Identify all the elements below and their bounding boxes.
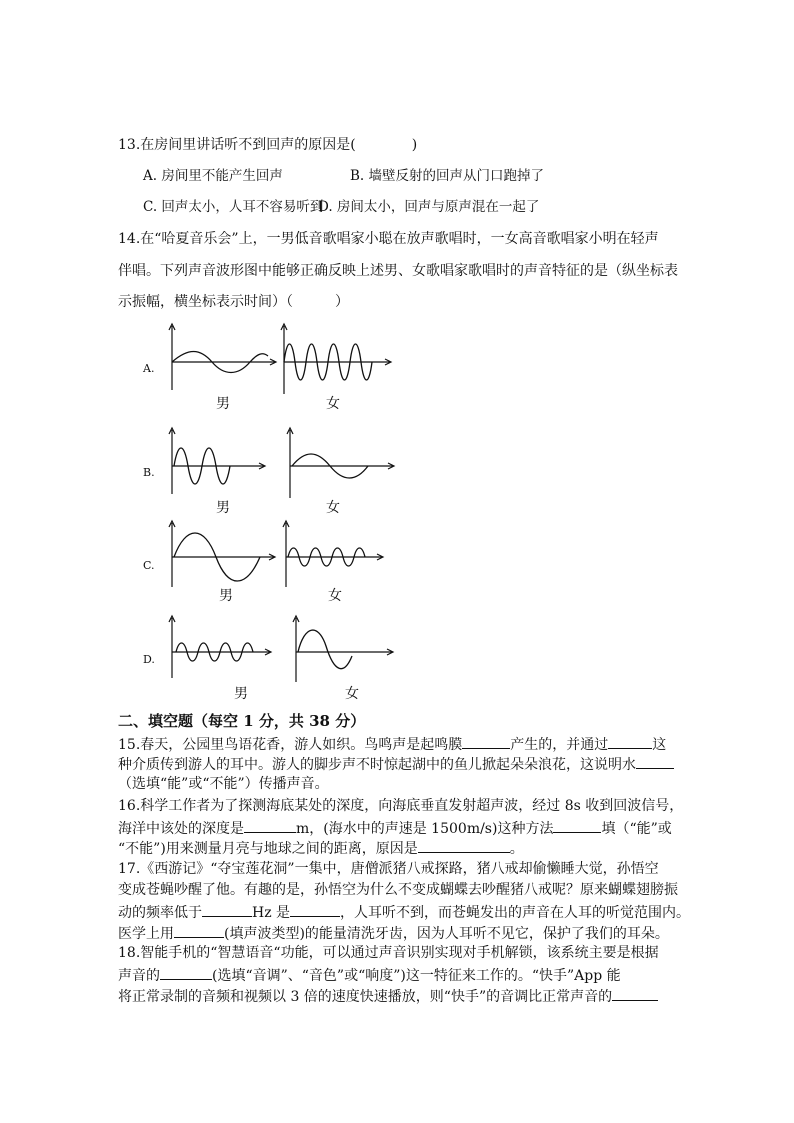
q17-line2: 变成苍蝇吵醒了他。有趣的是，孙悟空为什么不变成蝴蝶去吵醒猪八戒呢？原来蝴蝶翅膀振 (118, 882, 678, 898)
q17-line1: 17.《西游记》“夺宝莲花洞”一集中，唐僧派猪八戒探路，猪八戒却偷懒睡大觉，孙悟空 (118, 861, 659, 877)
q16-text-1: 海洋中该处的深度是 (118, 821, 244, 837)
graph-d-male-caption: 男 (234, 686, 248, 702)
q16-blank-1[interactable] (244, 818, 296, 833)
q18-line1: 18.智能手机的“智慧语音“功能，可以通过声音识别实现对手机解锁，该系统主要是根据 (118, 945, 659, 961)
graph-b-label: B. (143, 466, 155, 479)
q16-line1: 16.科学工作者为了探测海底某处的深度，向海底垂直发射超声波，经过 8s 收到回波信号， (118, 798, 684, 814)
graph-d-waves (160, 612, 400, 687)
q15-line3: （选填“能”或“不能”）传播声音。 (118, 776, 329, 792)
graph-d-female-caption: 女 (345, 686, 359, 702)
q15-blank-1[interactable] (462, 734, 510, 749)
q13-option-a: A. 房间里不能产生回声 (143, 168, 283, 184)
q16-text-4: “不能”)用来测量月亮与地球之间的距离，原因是 (118, 841, 418, 857)
q14-stem-line2: 伴唱。下列声音波形图中能够正确反映上述男、女歌唱家歌唱时的声音特征的是（纵坐标表 (118, 263, 678, 279)
q18-blank-1[interactable] (160, 965, 212, 980)
graph-b-male-caption: 男 (216, 500, 230, 516)
q18-line2 (118, 965, 621, 985)
q13-option-d: D. 房间太小，回声与原声混在一起了 (318, 199, 540, 215)
graph-b-waves (160, 424, 400, 499)
q16-line3 (118, 838, 524, 858)
q16-blank-2[interactable] (553, 818, 601, 833)
graph-a-female-caption: 女 (326, 396, 340, 412)
q18-line3 (118, 986, 658, 1006)
q17-text-3: ，人耳听不到，而苍蝇发出的声音在人耳的听觉范围内。 (340, 905, 691, 921)
q18-text-1: 声音的 (118, 968, 160, 984)
q15-blank-3[interactable] (636, 754, 674, 769)
graph-a-waves (160, 320, 400, 395)
graph-d-label: D. (143, 653, 155, 666)
q16-blank-3[interactable] (418, 838, 510, 853)
q17-line3 (118, 902, 690, 922)
graph-c-female-caption: 女 (328, 588, 342, 604)
q15-text-3: 这 (652, 737, 667, 753)
q17-blank-1[interactable] (202, 902, 252, 917)
q17-line4 (118, 923, 669, 943)
q18-text-3: 将正常录制的音频和视频以 3 倍的速度快速播放，则“快手”的音调比正常声音的 (118, 989, 613, 1005)
q16-text-5: 。 (509, 841, 524, 857)
section-fill-in-title: 二、填空题（每空 1 分，共 38 分） (118, 712, 366, 730)
q17-blank-2[interactable] (290, 902, 340, 917)
q18-blank-2[interactable] (612, 986, 658, 1001)
q13-option-b: B. 墙壁反射的回声从门口跑掉了 (350, 168, 545, 184)
q15-text-2: 产生的，并通过 (510, 737, 609, 753)
graph-b-female-caption: 女 (326, 500, 340, 516)
q13-option-c: C. 回声太小，人耳不容易听到 (143, 199, 324, 215)
q16-text-3: 填（“能”或 (601, 821, 672, 837)
q15-line1 (118, 734, 666, 754)
graph-d-female-wave (298, 630, 352, 669)
q17-text-4: 医学上用 (118, 926, 174, 942)
graph-a-label: A. (143, 362, 155, 375)
q17-blank-3[interactable] (174, 923, 224, 938)
q16-text-2: m，(海水中的声速是 1500m/s)这种方法 (296, 821, 554, 837)
graph-c-waves (160, 517, 400, 592)
q14-stem-line3: 示振幅，横坐标表示时间）（ ） (118, 294, 349, 310)
q15-blank-2[interactable] (608, 734, 652, 749)
q16-line2 (118, 818, 672, 838)
q15-text-4: 种介质传到游人的耳中。游人的脚步声不时惊起湖中的鱼儿掀起朵朵浪花，这说明水 (118, 757, 636, 773)
q13-stem: 13.在房间里讲话听不到回声的原因是( ) (118, 137, 418, 153)
q14-stem-line1: 14.在“哈夏音乐会”上，一男低音歌唱家小聪在放声歌唱时，一女高音歌唱家小明在轻声 (118, 231, 659, 247)
graph-a-male-caption: 男 (216, 396, 230, 412)
graph-c-male-caption: 男 (219, 588, 233, 604)
q15-line2 (118, 754, 674, 774)
q17-text-2: Hz 是 (252, 905, 291, 921)
q18-text-2: (选填“音调”、“音色”或“响度”)这一特征来工作的。“快手”App 能 (212, 968, 621, 984)
q17-text-5: (填声波类型)的能量清洗牙齿，因为人耳听不见它，保护了我们的耳朵。 (224, 926, 669, 942)
graph-c-label: C. (143, 559, 155, 572)
q17-text-1: 动的频率低于 (118, 905, 202, 921)
q15-text-1: 15.春天，公园里鸟语花香，游人如织。鸟鸣声是起鸣膜 (118, 737, 463, 753)
